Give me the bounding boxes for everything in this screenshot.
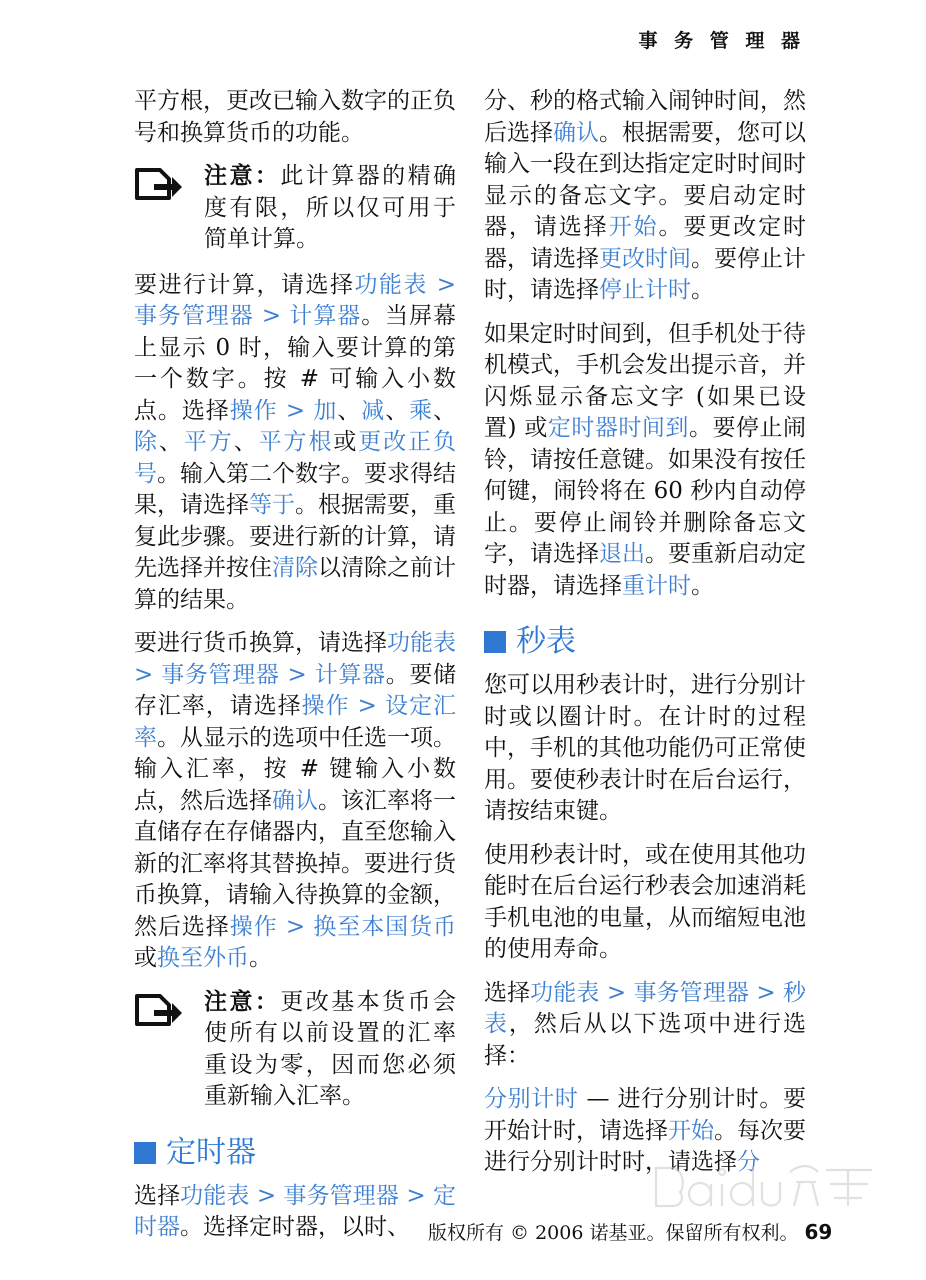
copyright-text: 版权所有 © 2006 诺基亚。保留所有权利。 xyxy=(428,1222,799,1244)
baidu-watermark-logo xyxy=(650,1158,880,1220)
running-header: 事 务 管 理 器 xyxy=(638,30,805,52)
menu-link: 退出 xyxy=(599,541,645,567)
menu-link: 功能表 xyxy=(387,630,456,656)
note-text: 更改基本货币会使所有以前设置的汇率重设为零，因而您必须重新输入汇率。 xyxy=(204,988,457,1109)
paragraph: 选择功能表 > 事务管理器 > 定时器。选择定时器，以时、 xyxy=(134,1182,457,1240)
menu-link: 除 xyxy=(134,429,159,455)
menu-link: 更改正负号 xyxy=(134,429,457,487)
paragraph: 要进行计算，请选择功能表 > 事务管理器 > 计算器。当屏幕上显示 0 时，输入要计算的第一个数字。按 # 可输入小数点。选择操作 > 加、减、乘、除、平方、平方根或更改正负号。输入第二个数字。要求得结果，请选择等于。根据需要，重复此步骤。要进行新的计算，请先选择并按住清除以清除之前计算的结果。 xyxy=(134,271,457,613)
menu-link: 计算器 xyxy=(314,661,386,688)
menu-link: 确认 xyxy=(272,787,318,814)
paragraph: 要进行货币换算，请选择功能表 > 事务管理器 > 计算器。要储存汇率，请选择操作 > 设定汇率。从显示的选项中任选一项。输入汇率，按 # 键输入小数点，然后选择确认。该汇率将一直储存在存储器内，直至您输入新的汇率将其替换掉。要进行货币换算，请输入待换算的金额，然后选择操作 > 换至本国货币或换至外币。 xyxy=(134,630,457,971)
note-icon xyxy=(134,987,204,1113)
page-number: 69 xyxy=(804,1220,833,1244)
right-column xyxy=(484,86,806,1191)
paragraph: 使用秒表计时，或在使用其他功能时在后台运行秒表会加速消耗手机电池的电量，从而缩短电池的使用寿命。 xyxy=(484,841,806,962)
menu-link: 等于 xyxy=(249,492,295,518)
menu-link: 分 xyxy=(737,1149,760,1175)
note-label: 注意： xyxy=(204,988,281,1015)
menu-link: 乘 xyxy=(409,397,434,424)
paragraph: 分别计时 — 进行分别计时。要开始计时，请选择开始。每次要进行分别计时时，请选择分 xyxy=(484,1086,806,1175)
menu-link: 开始 xyxy=(668,1117,714,1144)
note-text: 此计算器的精确度有限，所以仅可用于简单计算。 xyxy=(204,163,457,252)
paragraph: 如果定时时间到，但手机处于待机模式，手机会发出提示音，并闪烁显示备忘文字 (如果已设置) 或定时器时间到。要停止闹铃，请按任意键。如果没有按任何键，闹铃将在 60 秒内自动停止。要停止闹铃并删除备忘文字，请选择退出。要重新启动定时器，请选择重计时。 xyxy=(484,320,806,599)
menu-link: 功能表 xyxy=(180,1182,250,1209)
menu-link: 停止计时 xyxy=(599,277,691,303)
menu-link: 分别计时 xyxy=(484,1086,579,1112)
section-heading-timer: 定时器 xyxy=(134,1135,456,1171)
menu-link: 重计时 xyxy=(622,572,691,599)
menu-link: 功能表 xyxy=(530,979,600,1006)
menu-link: 事务管理器 xyxy=(134,303,254,329)
menu-link: 平方根 xyxy=(258,429,334,455)
paragraph: 选择功能表 > 事务管理器 > 秒表，然后从以下选项中进行选择： xyxy=(484,979,807,1069)
menu-link: 清除 xyxy=(272,555,318,581)
section-heading-stopwatch: 秒表 xyxy=(484,624,806,660)
menu-link: 加 xyxy=(313,397,338,424)
section-square-icon xyxy=(134,1142,156,1164)
menu-link: 减 xyxy=(361,397,386,424)
menu-link: 换至外币 xyxy=(157,945,249,971)
note-box xyxy=(134,161,456,256)
menu-link: 操作 xyxy=(229,913,278,940)
menu-link: 功能表 xyxy=(354,271,428,298)
paragraph: 分、秒的格式输入闹钟时间，然后选择确认。根据需要，您可以输入一段在到达指定定时时间时显示的备忘文字。要启动定时器，请选择开始。要更改定时器，请选择更改时间。要停止计时，请选择停止计时。 xyxy=(484,88,807,303)
menu-link: 平方 xyxy=(183,429,234,455)
menu-link: 开始 xyxy=(608,214,659,240)
menu-link: 计算器 xyxy=(289,303,362,329)
menu-link: 换至本国货币 xyxy=(313,913,457,940)
section-square-icon xyxy=(484,631,506,653)
menu-link: 事务管理器 xyxy=(161,661,280,688)
note-icon xyxy=(134,161,204,256)
menu-link: 操作 xyxy=(229,397,278,424)
menu-link: 定时器时间到 xyxy=(547,415,689,441)
menu-link: 操作 xyxy=(301,693,350,719)
menu-link: 事务管理器 xyxy=(633,979,749,1006)
menu-link: 确认 xyxy=(553,119,599,146)
note-label: 注意： xyxy=(204,163,281,189)
left-column xyxy=(134,86,456,1256)
paragraph: 您可以用秒表计时，进行分别计时或以圈计时。在计时的过程中，手机的其他功能仍可正常使用。要使秒表计时在后台运行，请按结束键。 xyxy=(484,672,806,824)
paragraph: 平方根，更改已输入数字的正负号和换算货币的功能。 xyxy=(134,88,456,146)
menu-link: 更改时间 xyxy=(599,245,691,272)
menu-link: 事务管理器 xyxy=(283,1182,399,1209)
menu-link: 秒表 xyxy=(484,979,807,1037)
note-box xyxy=(134,987,456,1113)
menu-link: 定时器 xyxy=(134,1182,457,1240)
menu-link: 设定汇率 xyxy=(134,693,457,751)
page-footer xyxy=(428,1218,832,1245)
